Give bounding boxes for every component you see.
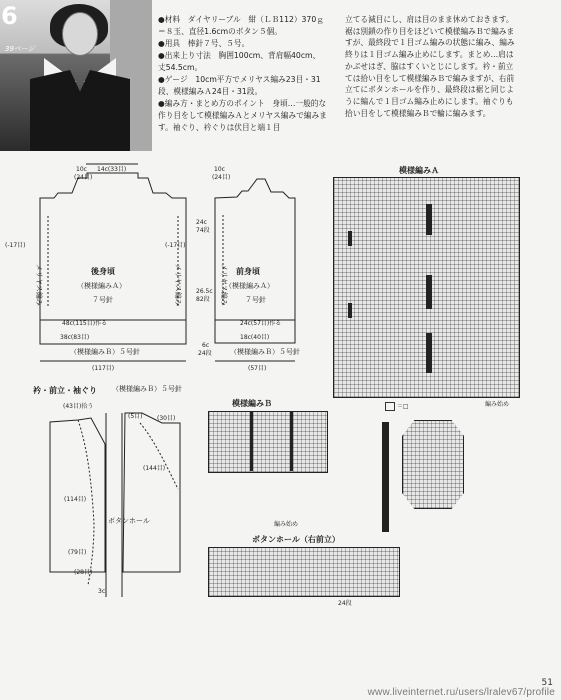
left-meriyasu: メリヤス編み bbox=[35, 264, 43, 306]
collar-front-sleeve-diagram bbox=[30, 399, 210, 612]
front-height-lower-rows: 82段 bbox=[196, 296, 210, 303]
front-pickup-114: (114目) bbox=[64, 496, 87, 503]
front-top-stitches: (24目) bbox=[212, 174, 231, 181]
back-side-decrease-left: (-17目) bbox=[5, 242, 26, 249]
front-hem-rows: 24段 bbox=[198, 350, 212, 357]
collar-title: 衿・前立・袖ぐり bbox=[33, 386, 97, 395]
front-bottom-3c: 3c bbox=[98, 588, 106, 595]
front-pickup-28: (28目) bbox=[74, 569, 93, 576]
page-reference: 39ページ bbox=[5, 45, 35, 53]
pattern-a-title: 模様編みＡ bbox=[399, 166, 439, 175]
front-height-lower: 26.5c bbox=[196, 288, 213, 295]
pattern-a-legend: ＝□ bbox=[385, 402, 409, 411]
back-hem-width: 38c(83目) bbox=[60, 334, 90, 341]
instructions-column-1: ●材料 ダイヤリーブル 紺（ＬＢ112）370ｇ ＝８玉、直径1.6cmのボタン５個。 ●用具 棒針７号、５号。 ●出来上り寸法 胸囲100cm、背肩幅40cm、 丈54.5cm。 ●ゲージ 10cm平方でメリヤス編み23目・31 段、模様編みＡ24目・31段。 ●編み方・まとめ方のポイント 身頃…一般的な作り目をして模様編みＡとメリヤス編みで編みます。袖ぐり、衿ぐりは伏目と端１目 bbox=[158, 15, 327, 132]
back-side-decrease-right: (-17目) bbox=[165, 242, 186, 249]
back-body-label: 後身頃 bbox=[91, 267, 115, 276]
back-total-stitches: (117目) bbox=[92, 365, 115, 372]
pattern-b-columns bbox=[208, 411, 326, 471]
front-height: 24c bbox=[196, 219, 207, 226]
watermark-url: www.liveinternet.ru/users/lralev67/profile bbox=[367, 687, 555, 698]
front-hem-height: 6c bbox=[202, 342, 210, 349]
front-meriyasu: メリヤス編み bbox=[220, 264, 228, 306]
back-top-width: 10c bbox=[76, 166, 87, 173]
pattern-b-title: 模様編みＢ bbox=[232, 399, 272, 408]
front-total-stitches: (57目) bbox=[248, 365, 267, 372]
lace-motif-chart bbox=[402, 420, 464, 509]
front-width: 24c(57目)作る bbox=[240, 320, 282, 327]
back-shoulder-width: 14c(33目) bbox=[97, 166, 127, 173]
back-pattern-b: （模様編みＢ）５号針 bbox=[70, 348, 140, 356]
pattern-a-edge-start: 編み始め bbox=[485, 401, 510, 408]
back-width: 48c(115目)作る bbox=[62, 320, 108, 327]
page-number: 51 bbox=[541, 678, 553, 688]
front-needle: ７号針 bbox=[245, 296, 266, 304]
front-hem-width: 18c(40目) bbox=[240, 334, 270, 341]
motif-side-bar bbox=[382, 422, 389, 532]
sleeve-pickup: (144目) bbox=[143, 465, 166, 472]
pattern-a-shaded-columns bbox=[333, 177, 518, 396]
pattern-b-edge-start: 編み始め bbox=[274, 521, 299, 528]
right-meriyasu: メリヤス編み bbox=[174, 264, 182, 306]
button-hole-note: 24段 bbox=[338, 600, 352, 607]
back-top-stitches: (24目) bbox=[74, 174, 93, 181]
back-body-sub: （模様編みＡ） bbox=[77, 282, 126, 290]
chapter-number: 6 bbox=[1, 2, 18, 30]
legend-blank-square-icon bbox=[385, 402, 395, 411]
front-top-width: 10c bbox=[214, 166, 225, 173]
back-needle: ７号針 bbox=[92, 296, 113, 304]
collar-thirty: (30目) bbox=[157, 415, 176, 422]
front-body-sub: （模様編みＡ） bbox=[225, 282, 274, 290]
front-height-rows: 74段 bbox=[196, 227, 210, 234]
front-pickup-79: (79目) bbox=[68, 549, 87, 556]
collar-five: (5目) bbox=[128, 413, 143, 420]
instructions-column-2: 立てる減目にし、肩は目のまま休めておきます。裾は別鎖の作り目をほどいて模様編みＢで編みますが、最終段で１目ゴム編みの状態に編み、編み終りは１目ゴム編み止めにします。まとめ…肩はかぶせはぎ、脇はすくいとじにします。衿・前立ては拾い目をして模様編みＢで編みますが、右前立てにボタンホールを作り、最終段は裾と同じように編んで１目ゴム編み止めにします。袖ぐりも拾い目をして模様編みＢで輪に編みます。 bbox=[345, 15, 515, 118]
front-body-label: 前身頃 bbox=[236, 267, 260, 276]
collar-pickup: (43目)拾う bbox=[63, 403, 94, 410]
button-hole-chart bbox=[208, 547, 400, 597]
collar-subtitle: （模様編みＢ）５号針 bbox=[112, 385, 182, 393]
front-pattern-b: （模様編みＢ）５号針 bbox=[230, 348, 300, 356]
button-hole-title: ボタンホール（右前立） bbox=[252, 535, 340, 544]
button-hole-label: ボタンホール bbox=[108, 517, 150, 525]
